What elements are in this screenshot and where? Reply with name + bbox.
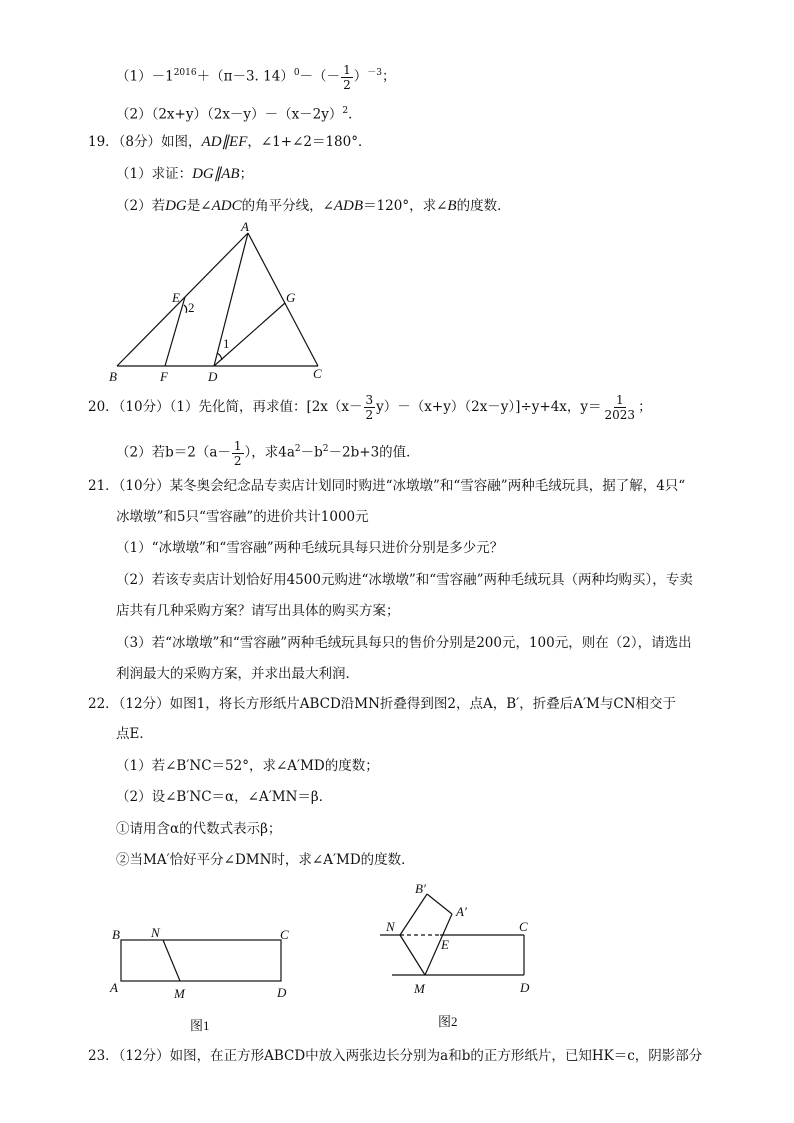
fig2-label-M: M (414, 981, 425, 996)
fraction: $\frac{1}{2}$ (233, 438, 242, 468)
fig2-label-N: N (386, 919, 395, 934)
q20-part2: （2）若b＝2（a－ $\frac{1}{2}$ ），求$4a^2-b^2-2b+3$的值． (116, 438, 420, 468)
label-A: A (241, 220, 249, 234)
fig1-label-M: M (174, 986, 185, 1001)
fig2-label-C: C (519, 919, 528, 934)
q21-sub2b: 店共有几种采购方案？请写出具体的购买方案； (116, 603, 400, 619)
q20-part1: 20．（10分）（1）先化简，再求值：[2x（x－ $\frac{3}{2}$ y）－（x+y）（2x－y）]÷y+4x，y＝ $\frac{1}{2023}$ ； (88, 393, 652, 422)
q21-line2: 冰墩墩”和5只“雪容融”的进价共计1000元 (116, 509, 369, 525)
fraction: $\frac{3}{2}$ (365, 393, 374, 422)
fig2-label-D: D (520, 980, 530, 995)
q22-sub1: （1）若∠B′NC＝52°，求∠A′MD的度数； (116, 758, 379, 774)
fraction: $\frac{1}{2}$ (343, 62, 351, 92)
q22-line2: 点E． (116, 726, 153, 742)
label-D: D (208, 369, 218, 384)
q22-case1: ①请用含α的代数式表示β； (116, 821, 282, 837)
fig2-label-A-prime: A′ (456, 904, 467, 919)
q19-sub1: （1）求证：DG∥AB； (116, 166, 254, 182)
fig2-label-B-prime: B′ (415, 881, 426, 896)
label-E: E (172, 290, 180, 305)
q21-sub3b: 利润最大的采购方案，并求出最大利润． (116, 666, 359, 682)
fig1-label-B: B (112, 927, 120, 942)
q21-sub3a: （3）若“冰墩墩”和“雪容融”两种毛绒玩具每只的售价分别是200元，100元，则在（2），请选出 (116, 635, 692, 651)
label-G: G (286, 290, 296, 305)
fig1-caption: 图1 (190, 1018, 210, 1033)
q22-figure2 (372, 878, 542, 1038)
q22-figure1 (104, 922, 304, 1042)
fig1-label-A: A (110, 980, 118, 995)
label-2: 2 (188, 300, 195, 315)
q23-line1: 23．（12分）如图，在正方形ABCD中放入两张边长分别为a和b的正方形纸片，已知HK＝c，阴影部分 (88, 1048, 703, 1064)
q22-case2: ②当MA′恰好平分∠DMN时，求∠A′MD的度数． (116, 852, 415, 868)
fraction: $\frac{1}{2023}$ (604, 393, 636, 422)
label-B: B (109, 369, 117, 384)
fig1-label-C: C (280, 927, 289, 942)
fig1-label-D: D (277, 985, 287, 1000)
q21-sub2a: （2）若该专卖店计划恰好用4500元购进“冰墩墩”和“雪容融”两种毛绒玩具（两种均购买），专卖 (116, 572, 693, 588)
label-C: C (313, 366, 322, 381)
fig2-caption: 图2 (438, 1014, 458, 1029)
q21-line1: 21．（10分）某冬奥会纪念品专卖店计划同时购进“冰墩墩”和“雪容融”两种毛绒玩具，据了解，4只“ (88, 478, 686, 494)
q19-triangle-figure (100, 220, 340, 385)
q19-heading: 19．（8分）如图，AD∥EF，∠1+∠2＝180°． (88, 134, 372, 150)
fig1-label-N: N (151, 925, 160, 940)
q18-part1: $(1)-1^{2016}+(\pi-3$. 14）$^0$－（－ $\frac{1}{2}$ ）$^{-3}$； (116, 62, 396, 92)
q18-part2: $(2)(2x+y)(2x-y)-(x-2y)^2$． (116, 106, 362, 123)
label-F: F (160, 369, 168, 384)
fig2-label-E: E (441, 937, 449, 952)
q22-sub2: （2）设∠B′NC＝α，∠A′MN＝β． (116, 789, 333, 805)
q22-line1: 22．（12分）如图1，将长方形纸片ABCD沿MN折叠得到图2，点A，B′，折叠后A′M与CN相交于 (88, 696, 677, 712)
q21-sub1: （1）“冰墩墩”和“雪容融”两种毛绒玩具每只进价分别是多少元？ (116, 540, 504, 556)
q19-sub2: （2）若DG是∠ADC的角平分线，∠ADB＝120°，求∠B的度数． (116, 198, 511, 214)
label-1: 1 (223, 336, 230, 351)
